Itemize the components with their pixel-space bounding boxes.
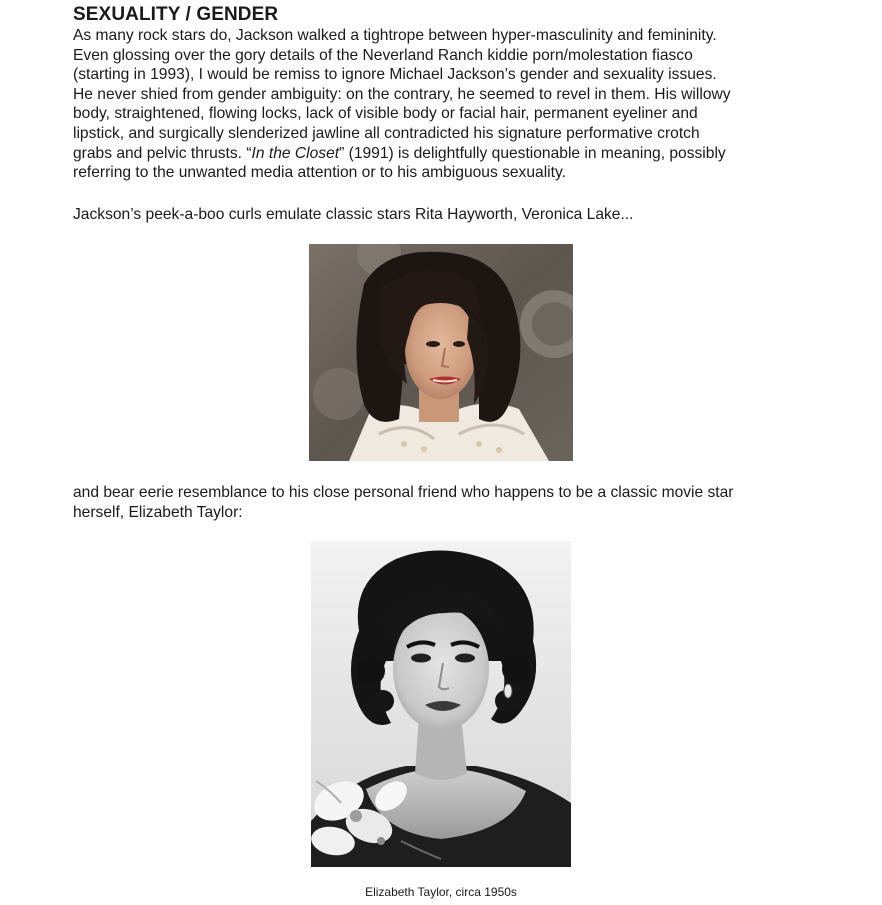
song-title: In the Closet	[251, 144, 340, 162]
text-run: grabs and pelvic thrusts. “	[73, 144, 252, 162]
paragraph-line: He never shied from gender ambiguity: on the contrary, he seemed to revel in them. His willowy	[73, 85, 731, 103]
mj-portrait-photo	[309, 244, 573, 461]
paragraph-line: lipstick, and surgically slenderized jawline all contradicted his signature performative crotch	[73, 124, 700, 142]
paragraph-resemblance	[73, 483, 833, 522]
black-and-white-portrait-photo-icon	[311, 541, 571, 867]
paragraph-line	[73, 144, 833, 164]
paragraph-line: Jackson’s peek-a-boo curls emulate classic stars Rita Hayworth, Veronica Lake...	[73, 206, 634, 223]
et-portrait-photo	[311, 541, 571, 867]
photo-caption: Elizabeth Taylor, circa 1950s	[365, 885, 517, 899]
text-run: ” (1991) is delightfully questionable in meaning, possibly	[339, 144, 726, 162]
paragraph-line: and bear eerie resemblance to his close personal friend who happens to be a classic movie star	[73, 484, 734, 501]
paragraph-intro	[73, 26, 833, 183]
paragraph-line: referring to the unwanted media attention or to his ambiguous sexuality.	[73, 164, 566, 182]
paragraph-line: As many rock stars do, Jackson walked a tightrope between hyper-masculinity and femininity.	[73, 27, 717, 44]
paragraph-line: Even glossing over the gory details of the Neverland Ranch kiddie porn/molestation fiasco	[73, 46, 693, 64]
paragraph-curls	[73, 205, 833, 225]
section-heading: SEXUALITY / GENDER	[73, 4, 279, 25]
paragraph-line: herself, Elizabeth Taylor:	[73, 503, 243, 521]
color-portrait-photo-icon	[309, 244, 573, 461]
paragraph-line: (starting in 1993), I would be remiss to ignore Michael Jackson’s gender and sexuality issues.	[73, 66, 717, 84]
paragraph-line: body, straightened, flowing locks, lack of visible body or facial hair, permanent eyeliner and	[73, 105, 698, 123]
